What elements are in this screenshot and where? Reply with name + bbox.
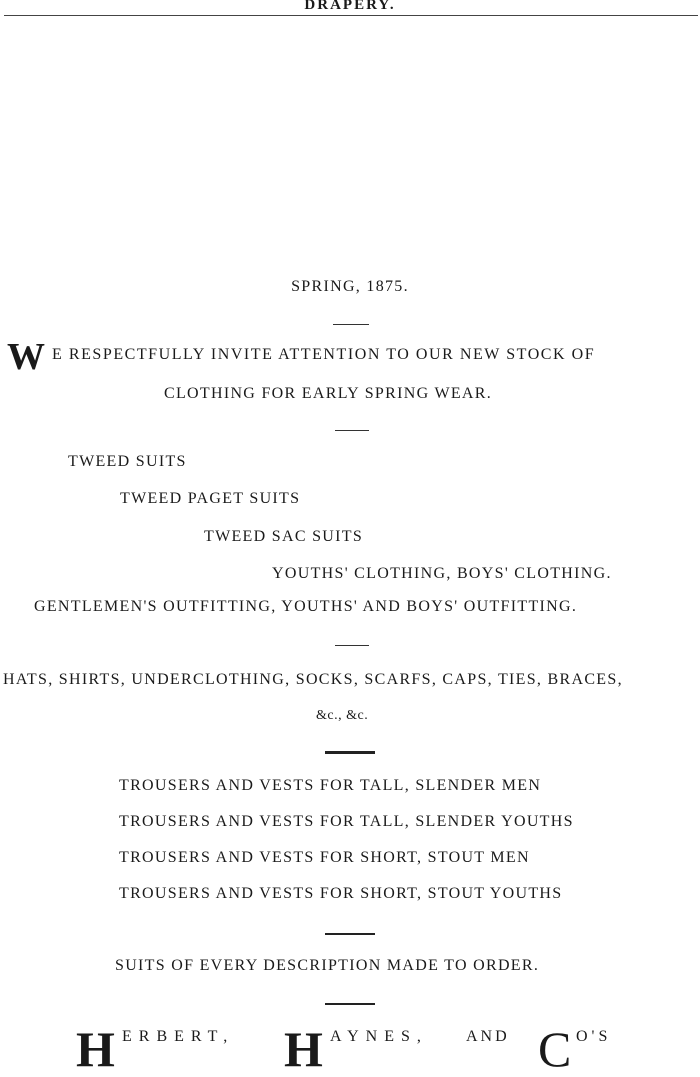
firm-word-and: AND <box>466 1028 510 1045</box>
suits-line-3: TWEED SAC SUITS <box>204 528 364 545</box>
firm-name <box>76 1020 696 1077</box>
divider <box>325 1003 375 1005</box>
firm-initial-h1: H <box>76 1021 115 1077</box>
made-to-order-line: SUITS OF EVERY DESCRIPTION MADE TO ORDER. <box>115 957 540 974</box>
suits-line-2: TWEED PAGET SUITS <box>120 490 301 507</box>
trousers-line-3: TROUSERS AND VESTS FOR SHORT, STOUT MEN <box>119 849 530 866</box>
firm-word-aynes: AYNES, <box>330 1028 428 1045</box>
divider <box>325 933 375 935</box>
accessories-line: HATS, SHIRTS, UNDERCLOTHING, SOCKS, SCARFS, CAPS, TIES, BRACES, <box>3 671 623 688</box>
divider <box>335 430 369 431</box>
intro-line-2: CLOTHING FOR EARLY SPRING WEAR. <box>164 385 493 402</box>
suits-line-4: YOUTHS' CLOTHING, BOYS' CLOTHING. <box>272 565 612 582</box>
firm-word-erbert: ERBERT, <box>122 1028 235 1045</box>
header-rule <box>4 15 698 16</box>
divider <box>333 324 369 325</box>
divider <box>335 645 369 646</box>
intro-line-1: E RESPECTFULLY INVITE ATTENTION TO OUR NEW STOCK OF <box>52 346 596 363</box>
firm-initial-h2: H <box>284 1021 323 1077</box>
divider <box>325 751 375 754</box>
season-heading: SPRING, 1875. <box>291 278 409 295</box>
section-title: DRAPERY. <box>0 0 700 14</box>
outfitting-line: GENTLEMEN'S OUTFITTING, YOUTHS' AND BOYS' OUTFITTING. <box>34 598 578 615</box>
trousers-line-4: TROUSERS AND VESTS FOR SHORT, STOUT YOUTHS <box>119 885 563 902</box>
trousers-line-2: TROUSERS AND VESTS FOR TALL, SLENDER YOUTHS <box>119 813 574 830</box>
firm-word-os: O'S <box>576 1028 612 1045</box>
firm-initial-c: C <box>538 1021 572 1077</box>
suits-line-1: TWEED SUITS <box>68 453 187 470</box>
etc-line: &c., &c. <box>316 708 369 723</box>
intro-dropcap: W <box>7 336 45 378</box>
trousers-line-1: TROUSERS AND VESTS FOR TALL, SLENDER MEN <box>119 777 542 794</box>
